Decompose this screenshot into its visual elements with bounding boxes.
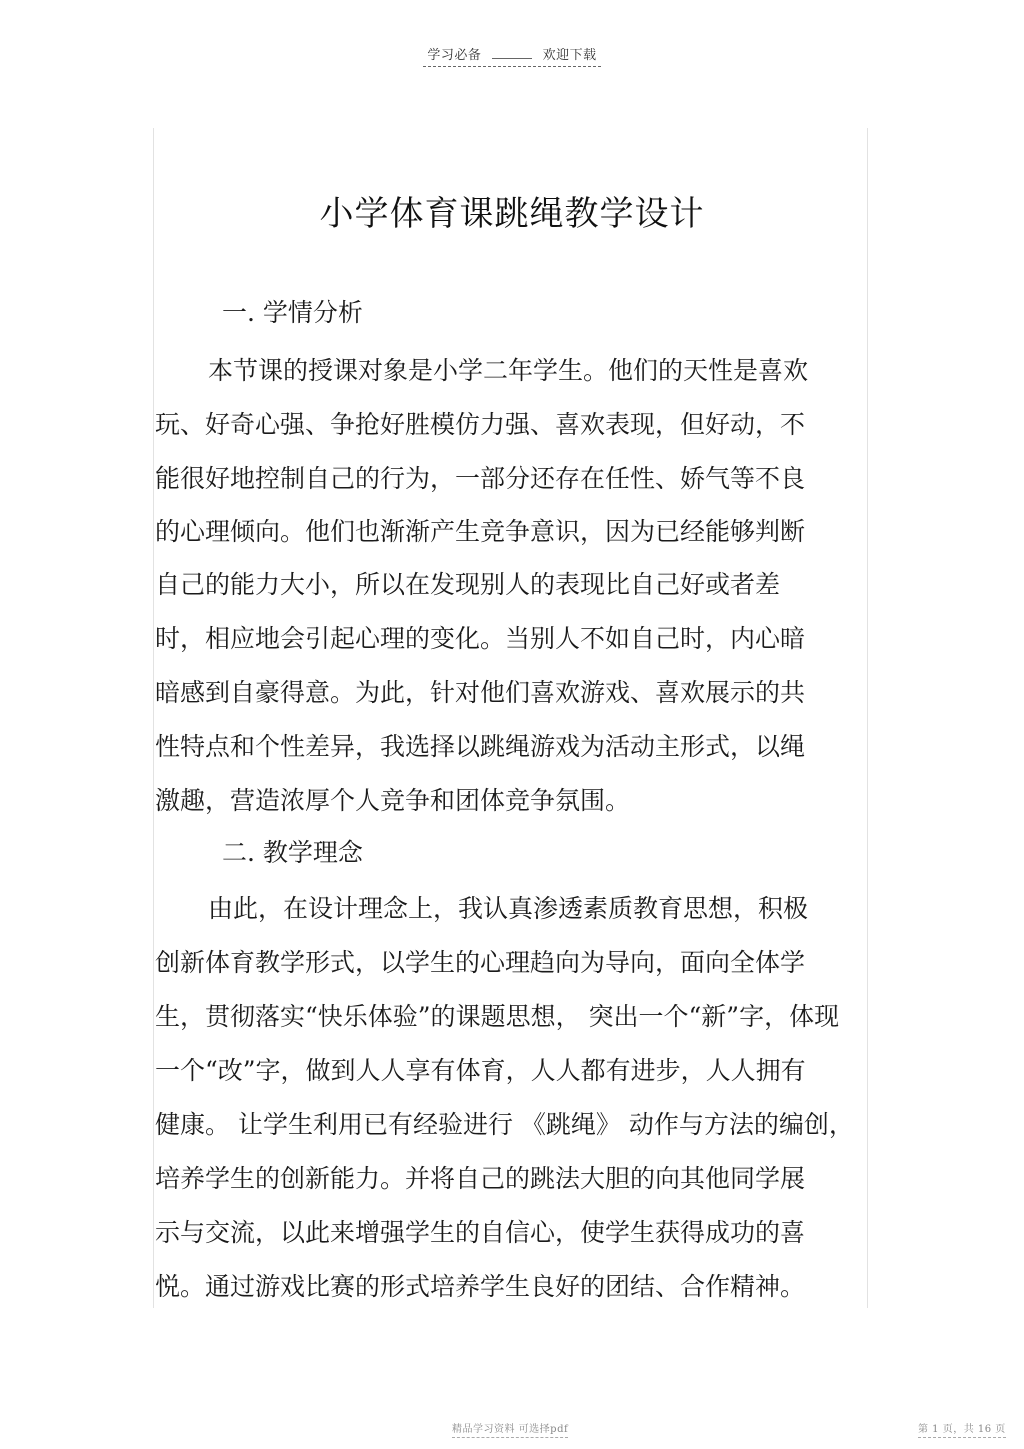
header-divider — [492, 48, 532, 59]
header-left-text: 学习必备 — [427, 48, 482, 63]
paragraph-line: 本节课的授课对象是小学二年学生。他们的天性是喜欢 — [208, 356, 809, 385]
footer-watermark: 精品学习资料 可选择pdf — [452, 1420, 568, 1438]
paragraph-line: 培养学生的创新能力。并将自己的跳法大胆的向其他同学展 — [155, 1164, 806, 1193]
paragraph-line: 悦。通过游戏比赛的形式培养学生良好的团结、合作精神。 — [155, 1272, 806, 1301]
paragraph-line: 性特点和个性差异，我选择以跳绳游戏为活动主形式，以绳 — [155, 732, 806, 761]
paragraph-line: 时，相应地会引起心理的变化。当别人不如自己时，内心暗 — [155, 624, 806, 653]
paragraph-line: 暗感到自豪得意。为此，针对他们喜欢游戏、喜欢展示的共 — [155, 678, 806, 707]
paragraph-line: 的心理倾向。他们也渐渐产生竞争意识，因为已经能够判断 — [155, 517, 806, 546]
page-frame-left — [153, 128, 154, 1308]
page-frame-right — [867, 128, 868, 1308]
paragraph-line: 创新体育教学形式，以学生的心理趋向为导向，面向全体学 — [155, 948, 806, 977]
section-heading-2: 二. 教学理念 — [222, 838, 363, 867]
page-number: 第 1 页，共 16 页 — [918, 1420, 1006, 1438]
paragraph-line: 激趣，营造浓厚个人竞争和团体竞争氛围。 — [155, 786, 631, 815]
paragraph-line: 能很好地控制自己的行为，一部分还存在任性、娇气等不良 — [155, 464, 806, 493]
paragraph-line: 玩、好奇心强、争抢好胜模仿力强、喜欢表现，但好动，不 — [155, 410, 806, 439]
paragraph-line: 示与交流，以此来增强学生的自信心，使学生获得成功的喜 — [155, 1218, 806, 1247]
paragraph-line: 生，贯彻落实“快乐体验”的课题思想， 突出一个“新”字，体现 — [155, 1002, 840, 1031]
paragraph-line: 由此，在设计理念上，我认真渗透素质教育思想，积极 — [208, 894, 809, 923]
document-title: 小学体育课跳绳教学设计 — [319, 194, 705, 234]
page-header — [0, 44, 1024, 67]
paragraph-line: 自己的能力大小，所以在发现别人的表现比自己好或者差 — [155, 570, 781, 599]
paragraph-line: 一个“改”字，做到人人享有体育，人人都有进步，人人拥有 — [155, 1056, 806, 1085]
header-right-text: 欢迎下载 — [542, 48, 597, 63]
paragraph-line: 健康。 让学生利用已有经验进行 《跳绳》 动作与方法的编创， — [155, 1110, 854, 1139]
section-heading-1: 一. 学情分析 — [222, 298, 363, 327]
